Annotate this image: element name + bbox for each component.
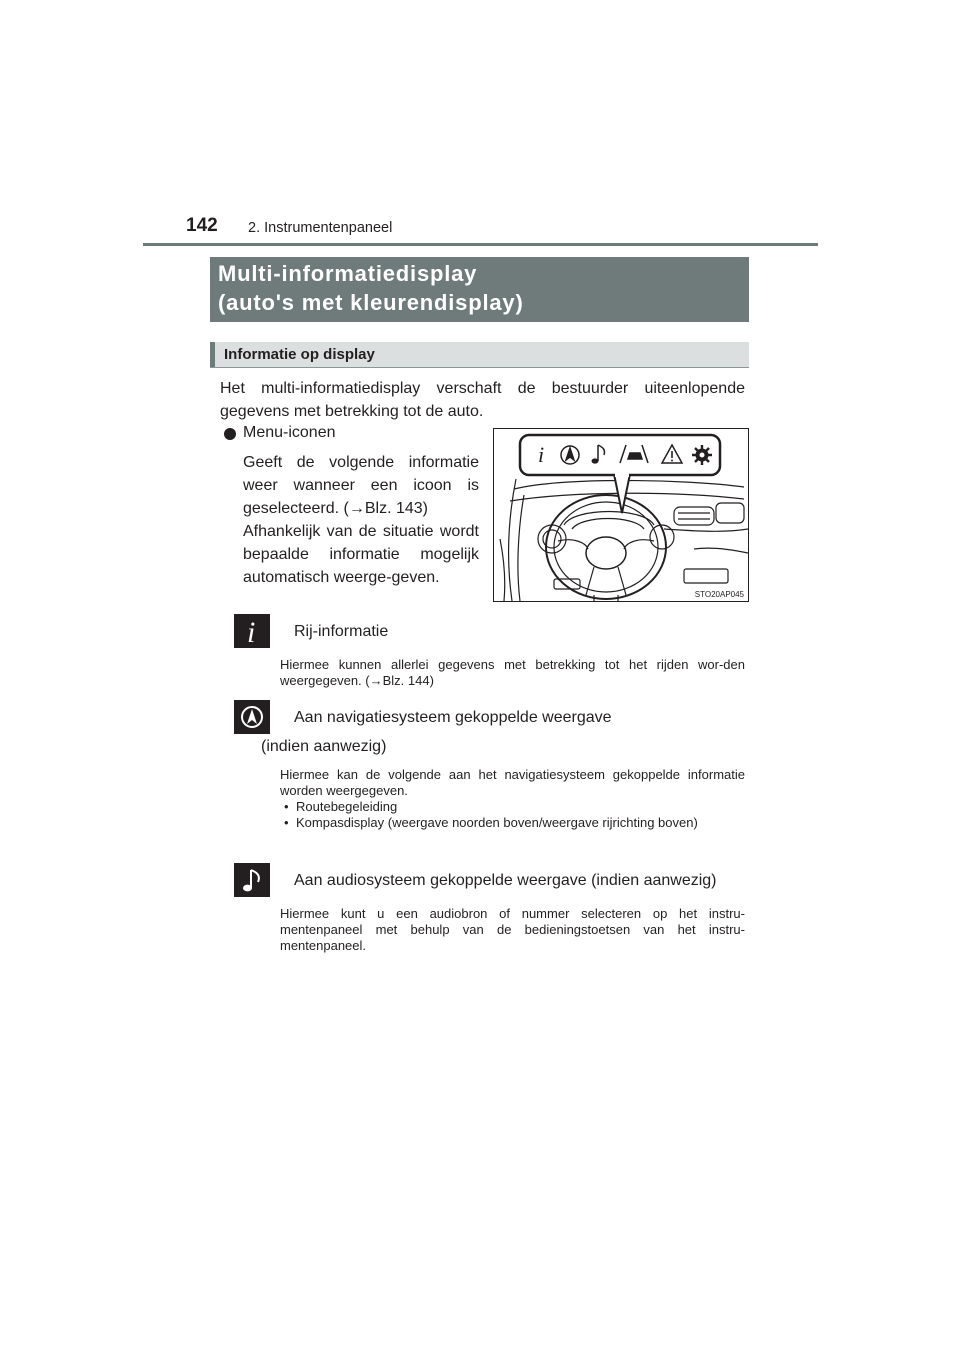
svg-text:i: i (247, 616, 256, 648)
subsection-title: Informatie op display (224, 346, 375, 363)
page-number: 142 (186, 215, 218, 236)
item-description-navigatie-text: Hiermee kan de volgende aan het navigatiesysteem gekoppelde informatie worden weergegeven. (280, 767, 745, 798)
item-title-rij-informatie: Rij-informatie (294, 623, 389, 640)
subsection-header (210, 342, 749, 368)
section-title-line-2: (auto's met kleurendisplay) (218, 290, 524, 315)
header-divider (143, 243, 818, 246)
item-title-navigatie: Aan navigatiesysteem gekoppelde weergave (294, 709, 612, 726)
intro-paragraph: Het multi-informatiedisplay verschaft de bestuurder uiteenlopende gegevens met betrekking tot de auto. (220, 380, 745, 420)
item-title-audio: Aan audiosysteem gekoppelde weergave (indien aanwezig) (294, 872, 717, 889)
audio-icon (234, 863, 270, 897)
info-icon (234, 614, 270, 648)
item-description-audio: Hiermee kunt u een audiobron of nummer selecteren op het instru-mentenpaneel met behulp van de bedieningstoetsen van het instru-mentenpaneel. (280, 906, 745, 953)
figure-code: STO20AP045 (694, 590, 744, 599)
bullet-marker (224, 428, 236, 440)
svg-text:i: i (538, 442, 545, 467)
menu-icons-body (243, 451, 479, 589)
list-item: • Kompasdisplay (weergave noorden boven/weergave rijrichting boven) (280, 815, 745, 831)
chapter-title: 2. Instrumentenpaneel (248, 220, 393, 236)
item-title-navigatie-cont: (indien aanwezig) (261, 738, 387, 755)
dashboard-drawing (494, 429, 748, 601)
subsection-accent-bar (210, 342, 215, 367)
list-item: • Routebegeleiding (280, 799, 745, 815)
menu-icons-heading: Menu-iconen (243, 424, 336, 441)
settings-icon (692, 445, 712, 465)
info-icon (538, 442, 544, 467)
item-description-navigatie (280, 767, 745, 831)
section-title-block (210, 257, 749, 322)
section-title-line-1: Multi-informatiedisplay (218, 261, 478, 286)
dashboard-illustration (493, 428, 749, 602)
navigation-icon (234, 700, 270, 734)
item-description-rij-informatie: Hiermee kunnen allerlei gegevens met betrekking tot het rijden wor-den weergegeven. (→Blz. 144) (280, 657, 745, 688)
menu-icons-paragraph-2: Afhankelijk van de situatie wordt bepaalde informatie mogelijk automatisch weerge-geven. (243, 523, 479, 586)
menu-icons-paragraph-1: Geeft de volgende informatie weer wanneer een icoon is geselecteerd. (→Blz. 143) (243, 454, 479, 517)
